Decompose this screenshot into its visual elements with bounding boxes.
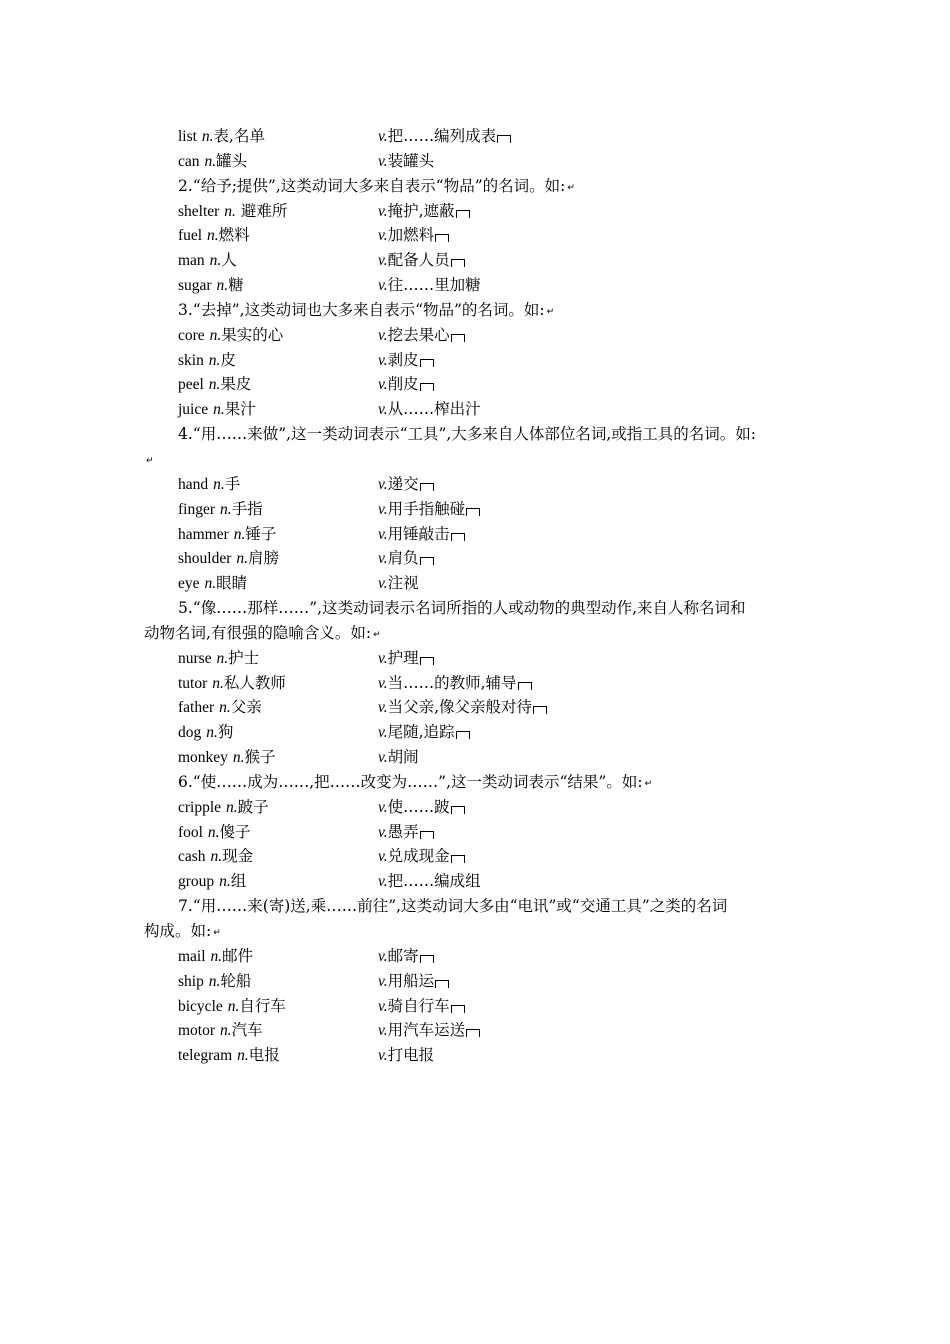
line-break-mark-icon	[451, 1005, 465, 1013]
noun-entry: finger n.手指	[178, 499, 263, 518]
section-heading-continuation: 构成。如: ↵	[144, 922, 221, 940]
section-heading: 6.“使……成为……,把……改变为……”,这一类动词表示“结果”。如: ↵	[178, 772, 653, 791]
verb-entry: v.打电报	[378, 1046, 435, 1065]
word-pair-row	[0, 969, 950, 994]
verb-entry: v.使……跛	[378, 795, 465, 821]
noun-entry: shelter n. 避难所	[178, 201, 288, 220]
word-pair-row	[0, 397, 950, 422]
verb-entry: v.掩护,遮蔽	[378, 199, 470, 225]
line-break-mark-icon	[420, 657, 434, 665]
line-break-mark-icon	[451, 855, 465, 863]
line-break-mark-icon	[420, 557, 434, 565]
word-pair-row	[0, 844, 950, 869]
word-pair-row	[0, 223, 950, 248]
word-pair-row	[0, 472, 950, 497]
word-pair-row	[0, 124, 950, 149]
verb-entry: v.邮寄	[378, 944, 434, 970]
word-pair-row	[0, 372, 950, 397]
noun-entry: peel n.果皮	[178, 375, 252, 394]
line-break-mark-icon	[420, 483, 434, 491]
line-break-mark-icon	[420, 383, 434, 391]
section-heading: 2.“给予;提供”,这类动词大多来自表示“物品”的名词。如: ↵	[178, 176, 575, 195]
line-break-mark-icon	[435, 234, 449, 242]
word-pair-row	[0, 994, 950, 1019]
verb-entry: v.从……榨出汁	[378, 400, 481, 419]
verb-entry: v.兑成现金	[378, 844, 465, 870]
verb-entry: v.用手指触碰	[378, 497, 480, 523]
word-pair-row	[0, 571, 950, 596]
section-heading: 7.“用……来(寄)送,乘……前往”,这类动词大多由“电讯”或“交通工具”之类的名词	[178, 897, 728, 916]
noun-entry: sugar n.糖	[178, 276, 244, 295]
verb-entry: v.胡闹	[378, 748, 419, 767]
noun-entry: bicycle n.自行车	[178, 996, 286, 1015]
noun-entry: motor n.汽车	[178, 1021, 263, 1040]
noun-entry: nurse n.护士	[178, 648, 260, 667]
word-pair-row	[0, 944, 950, 969]
noun-entry: can n.罐头	[178, 151, 248, 170]
word-pair-row	[0, 1018, 950, 1043]
word-pair-row	[0, 348, 950, 373]
word-pair-row	[0, 720, 950, 745]
verb-entry: v.愚弄	[378, 820, 434, 846]
noun-entry: man n.人	[178, 251, 237, 270]
noun-entry: father n.父亲	[178, 698, 262, 717]
verb-entry: v.骑自行车	[378, 994, 465, 1020]
noun-entry: hand n.手	[178, 474, 241, 493]
section-heading: 4.“用……来做”,这一类动词表示“工具”,大多来自人体部位名词,或指工具的名词。如:	[178, 425, 756, 444]
verb-entry: v.递交	[378, 472, 434, 498]
line-break-mark-icon	[420, 955, 434, 963]
verb-entry: v.当……的教师,辅导	[378, 671, 532, 697]
noun-entry: cripple n.跛子	[178, 797, 269, 816]
line-break-mark-icon	[466, 508, 480, 516]
verb-entry: v.挖去果心	[378, 323, 465, 349]
noun-entry: core n.果实的心	[178, 325, 284, 344]
noun-entry: ship n.轮船	[178, 971, 252, 990]
verb-entry: v.用锤敲击	[378, 522, 465, 548]
noun-entry: skin n.皮	[178, 350, 236, 369]
word-pair-row	[0, 745, 950, 770]
verb-entry: v.配备人员	[378, 248, 465, 274]
word-pair-row	[0, 522, 950, 547]
line-break-mark-icon	[497, 135, 511, 143]
noun-entry: eye n.眼睛	[178, 574, 248, 593]
paragraph-mark-icon: ↵	[213, 928, 221, 938]
verb-entry: v.肩负	[378, 546, 434, 572]
section-heading-continuation: 动物名词,有很强的隐喻含义。如: ↵	[144, 623, 381, 642]
noun-entry: juice n.果汁	[178, 400, 256, 419]
verb-entry: v.把……编成组	[378, 872, 481, 891]
line-break-mark-icon	[456, 210, 470, 218]
verb-entry: v.用汽车运送	[378, 1018, 480, 1044]
line-break-mark-icon	[420, 359, 434, 367]
noun-entry: cash n.现金	[178, 847, 254, 866]
verb-entry: v.用船运	[378, 969, 449, 995]
line-break-mark-icon	[435, 980, 449, 988]
line-break-mark-icon	[518, 682, 532, 690]
noun-entry: list n.表,名单	[178, 127, 265, 145]
noun-entry: fool n.傻子	[178, 822, 251, 841]
line-break-mark-icon	[466, 1029, 480, 1037]
word-pair-row	[0, 546, 950, 571]
verb-entry: v.注视	[378, 574, 419, 593]
line-break-mark-icon	[456, 731, 470, 739]
noun-entry: mail n.邮件	[178, 946, 254, 965]
verb-entry: v.削皮	[378, 372, 434, 398]
word-pair-row	[0, 497, 950, 522]
word-pair-row	[0, 820, 950, 845]
word-pair-row	[0, 248, 950, 273]
verb-entry: v.剥皮	[378, 348, 434, 374]
line-break-mark-icon	[420, 831, 434, 839]
noun-entry: telegram n.电报	[178, 1046, 280, 1065]
noun-entry: hammer n.锤子	[178, 524, 277, 543]
word-pair-row	[0, 671, 950, 696]
document-page	[0, 124, 950, 1068]
section-heading-continuation	[0, 447, 950, 472]
line-break-mark-icon	[451, 806, 465, 814]
noun-entry: monkey n.猴子	[178, 748, 276, 767]
section-heading: 3.“去掉”,这类动词也大多来自表示“物品”的名词。如: ↵	[178, 300, 555, 319]
noun-entry: shoulder n.肩膀	[178, 549, 279, 568]
line-break-mark-icon	[451, 259, 465, 267]
word-pair-row	[0, 199, 950, 224]
paragraph-mark-icon: ↵	[546, 306, 555, 317]
line-break-mark-icon	[451, 334, 465, 342]
verb-entry: v.往……里加糖	[378, 276, 481, 295]
verb-entry: v.当父亲,像父亲般对待	[378, 695, 547, 721]
verb-entry: v.尾随,追踪	[378, 720, 470, 746]
word-pair-row	[0, 149, 950, 174]
line-break-mark-icon	[451, 533, 465, 541]
word-pair-row	[0, 323, 950, 348]
verb-entry: v.护理	[378, 646, 434, 672]
noun-entry: fuel n.燃料	[178, 226, 250, 245]
paragraph-mark-icon: ↵	[644, 778, 653, 789]
paragraph-mark-icon: ↵	[567, 182, 575, 193]
verb-entry: v.把……编列成表	[378, 124, 511, 150]
noun-entry: tutor n.私人教师	[178, 673, 286, 692]
word-pair-row	[0, 695, 950, 720]
noun-entry: group n.组	[178, 872, 247, 891]
word-pair-row	[0, 869, 950, 894]
word-pair-row	[0, 795, 950, 820]
paragraph-mark-icon: ↵	[373, 629, 381, 640]
noun-entry: dog n.狗	[178, 723, 234, 742]
word-pair-row	[0, 646, 950, 671]
paragraph-mark-icon: ↵	[146, 455, 154, 466]
verb-entry: v.装罐头	[378, 151, 435, 170]
word-pair-row	[0, 273, 950, 298]
word-pair-row	[0, 1043, 950, 1068]
line-break-mark-icon	[533, 706, 547, 714]
section-heading: 5.“像……那样……”,这类动词表示名词所指的人或动物的典型动作,来自人称名词和	[178, 599, 746, 618]
verb-entry: v.加燃料	[378, 223, 449, 249]
